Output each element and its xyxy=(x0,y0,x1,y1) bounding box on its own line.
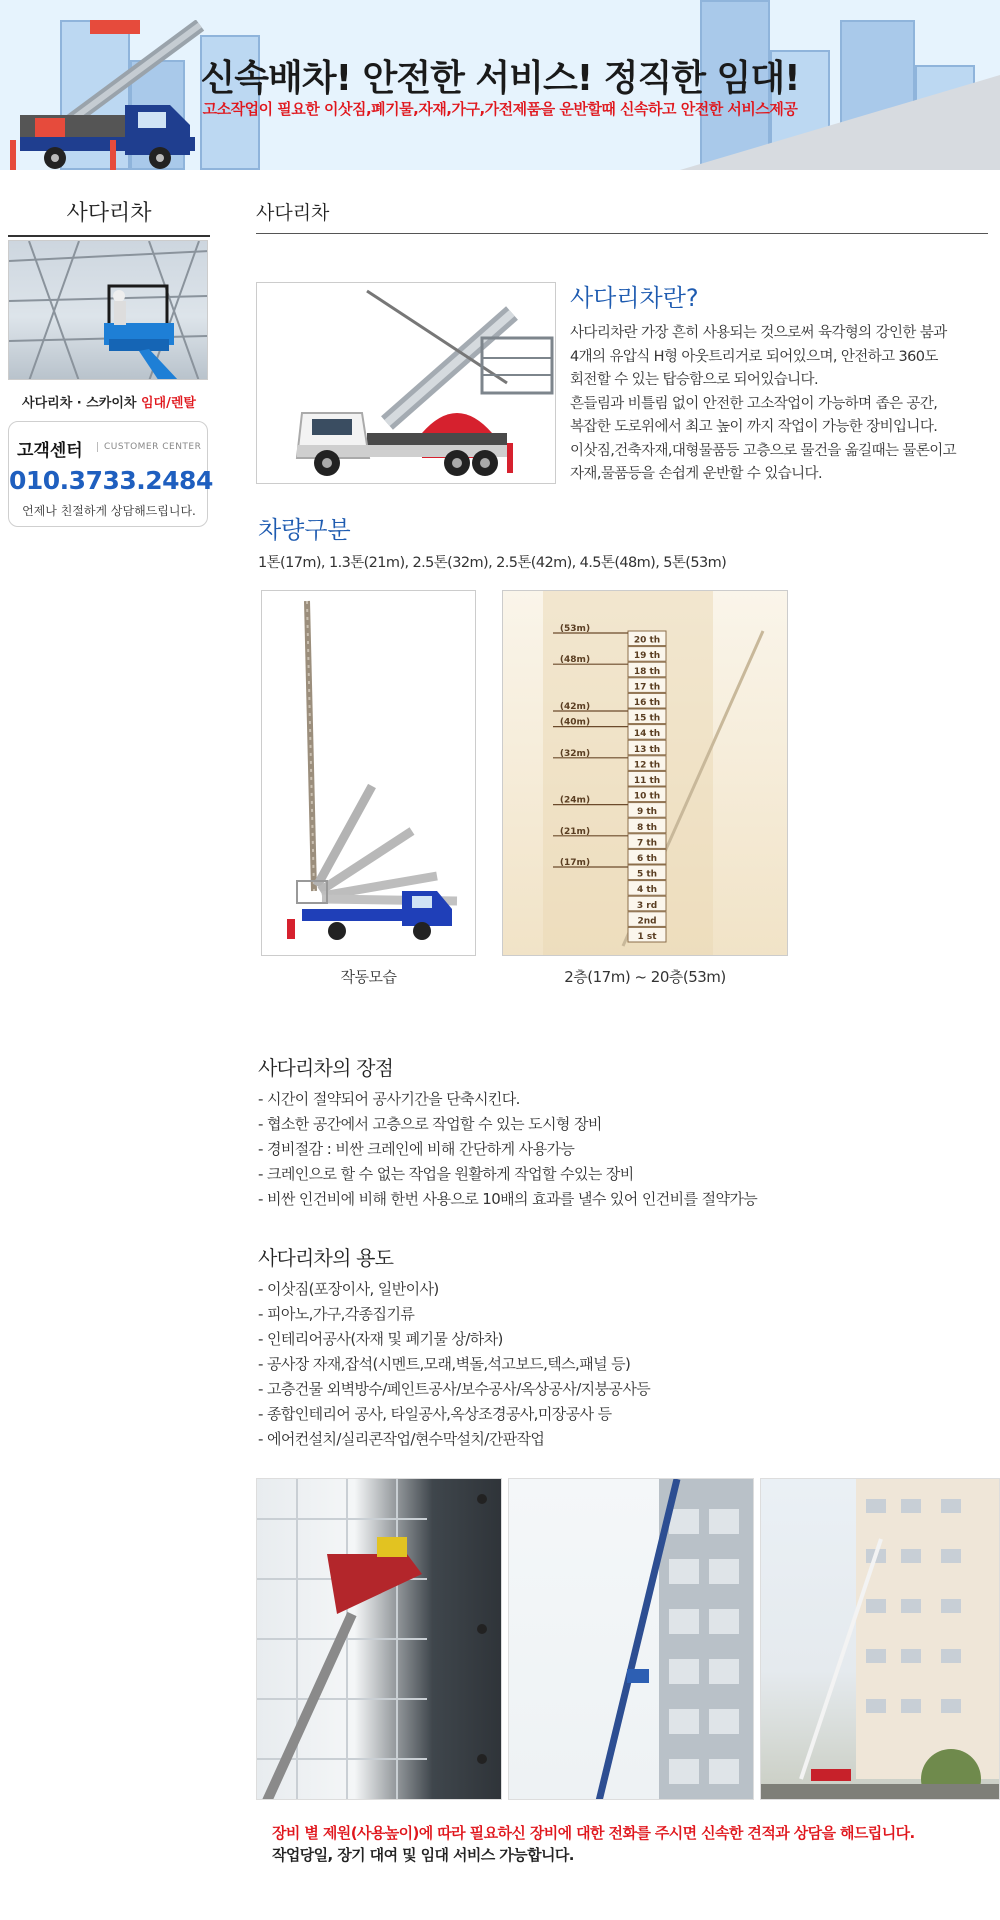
intro-line: 흔들림과 비틀림 없이 안전한 고소작업이 가능하며 좁은 공간, xyxy=(570,395,938,412)
list-item: - 이삿짐(포장이사, 일반이사) xyxy=(258,1280,439,1298)
list-item: - 경비절감 : 비싼 크레인에 비해 간단하게 사용가능 xyxy=(258,1140,575,1158)
height-mark-label: (42m) xyxy=(559,702,591,712)
floor-label: 2nd xyxy=(637,916,657,927)
floor-label: 14 th xyxy=(633,729,661,740)
customer-center-label: 고객센터 xyxy=(17,441,83,461)
floor-label: 7 th xyxy=(636,838,658,849)
sidebar-caption-text: 사다리차 · 스카이차 xyxy=(22,396,141,411)
list-item: - 협소한 공간에서 고층으로 작업할 수 있는 도시형 장비 xyxy=(258,1115,602,1133)
work-photo-2 xyxy=(508,1478,754,1800)
height-mark-label: (17m) xyxy=(559,858,591,868)
floor-label: 12 th xyxy=(633,760,661,771)
customer-center-desc: 언제나 친절하게 상담해드립니다. xyxy=(22,504,196,518)
intro-line: 4개의 유압식 H형 아웃트리거로 되어있으며, 안전하고 360도 xyxy=(570,348,938,365)
list-item: - 고층건물 외벽방수/페인트공사/보수공사/옥상공사/지붕공사등 xyxy=(258,1380,651,1398)
customer-center-box[interactable] xyxy=(8,421,213,527)
floor-label: 8 th xyxy=(636,822,658,833)
page-title: 사다리차 xyxy=(256,198,988,234)
floor-label: 16 th xyxy=(633,698,661,708)
floor-label: 19 th xyxy=(633,651,661,662)
intro-line: 사다리차란 가장 흔히 사용되는 것으로써 육각형의 강인한 붐과 xyxy=(570,325,947,341)
intro-line: 회전할 수 있는 탑승함으로 되어있습니다. xyxy=(570,372,818,388)
floor-label: 4 th xyxy=(636,885,658,896)
intro-text xyxy=(570,322,990,487)
advantages-heading: 사다리차의 장점 xyxy=(258,1056,394,1080)
height-mark-label: (24m) xyxy=(559,795,591,806)
floor-label: 11 th xyxy=(633,776,661,786)
height-mark-label: (53m) xyxy=(559,624,591,634)
list-item: - 비싼 인건비에 비해 한번 사용으로 10배의 효과를 낼수 있어 인건비를 절약가능 xyxy=(258,1190,758,1208)
floor-label: 1 st xyxy=(637,932,657,942)
list-item: - 크레인으로 할 수 없는 작업을 원활하게 작업할 수있는 장비 xyxy=(258,1165,634,1183)
vehicle-types-heading: 차량구분 xyxy=(258,516,351,544)
floor-label: 5 th xyxy=(636,869,658,880)
notice-line-1: 장비 별 제원(사용높이)에 따라 필요하신 장비에 대한 전화를 주시면 신속한 견적과 상담을 해드립니다. xyxy=(272,1824,915,1842)
sidebar-caption xyxy=(8,392,210,411)
contact-notice xyxy=(272,1822,915,1866)
intro-line: 이삿짐,건축자재,대형물품등 고층으로 물건을 옮길때는 물론이고 xyxy=(570,442,957,459)
intro-heading: 사다리차란? xyxy=(570,284,699,312)
list-item: - 종합인테리어 공사, 타일공사,옥상조경공사,미장공사 등 xyxy=(258,1405,612,1423)
sidebar-title: 사다리차 xyxy=(8,196,210,237)
floor-label: 18 th xyxy=(633,666,661,677)
list-item: - 공사장 자재,잡석(시멘트,모래,벽돌,석고보드,텍스,패널 등) xyxy=(258,1355,631,1373)
advantages-list xyxy=(258,1087,757,1212)
floor-label: 15 th xyxy=(633,713,661,724)
floor-label: 13 th xyxy=(633,744,661,755)
banner-title: 신속배차! 안전한 서비스! 정직한 임대! xyxy=(200,58,800,99)
height-mark-label: (21m) xyxy=(559,826,591,837)
sidebar-ladder-photo[interactable] xyxy=(8,240,208,380)
top-banner xyxy=(0,0,1000,170)
list-item: - 피아노,가구,각종집기류 xyxy=(258,1305,415,1323)
ladder-truck-photo xyxy=(256,282,556,484)
floor-label: 20 th xyxy=(633,635,661,646)
height-mark-label: (48m) xyxy=(559,655,591,666)
intro-line: 자재,물품등을 손쉽게 운반할 수 있습니다. xyxy=(570,466,822,482)
work-photo-1 xyxy=(256,1478,502,1800)
height-mark-label: (32m) xyxy=(559,748,591,759)
floor-label: 17 th xyxy=(633,682,661,693)
floor-label: 10 th xyxy=(633,791,661,802)
floor-label: 6 th xyxy=(636,854,658,864)
sidebar-caption-rental: 임대/렌탈 xyxy=(141,396,196,411)
banner-subtitle: 고소작업이 필요한 이삿짐,폐기물,자재,가구,가전제품을 운반할때 신속하고 안전한 서비스제공 xyxy=(202,100,798,118)
work-photo-3 xyxy=(760,1478,1000,1800)
list-item: - 에어컨설치/실리콘작업/현수막설치/간판작업 xyxy=(258,1430,545,1448)
height-chart-caption: 2층(17m) ~ 20층(53m) xyxy=(564,968,726,986)
uses-list xyxy=(258,1277,650,1452)
notice-line-2: 작업당일, 장기 대여 및 임대 서비스 가능합니다. xyxy=(272,1846,574,1864)
floor-label: 9 th xyxy=(636,807,658,818)
intro-line: 복잡한 도로위에서 최고 높이 까지 작업이 가능한 장비입니다. xyxy=(570,419,938,435)
operation-figure xyxy=(261,590,476,956)
list-item: - 인테리어공사(자재 및 폐기물 상/하차) xyxy=(258,1330,503,1348)
vehicle-types-list: 1톤(17m), 1.3톤(21m), 2.5톤(32m), 2.5톤(42m), 4.5톤(48m), 5톤(53m) xyxy=(258,555,727,571)
customer-center-phone[interactable]: 010.3733.2484 xyxy=(9,466,213,495)
operation-figure-caption: 작동모습 xyxy=(340,968,397,986)
uses-heading: 사다리차의 용도 xyxy=(258,1246,394,1270)
height-mark-label: (40m) xyxy=(559,717,591,728)
floor-label: 3 rd xyxy=(636,900,658,911)
height-chart-figure xyxy=(502,590,788,956)
list-item: - 시간이 절약되어 공사기간을 단축시킨다. xyxy=(258,1090,520,1108)
customer-center-label-en: CUSTOMER CENTER xyxy=(97,442,201,452)
